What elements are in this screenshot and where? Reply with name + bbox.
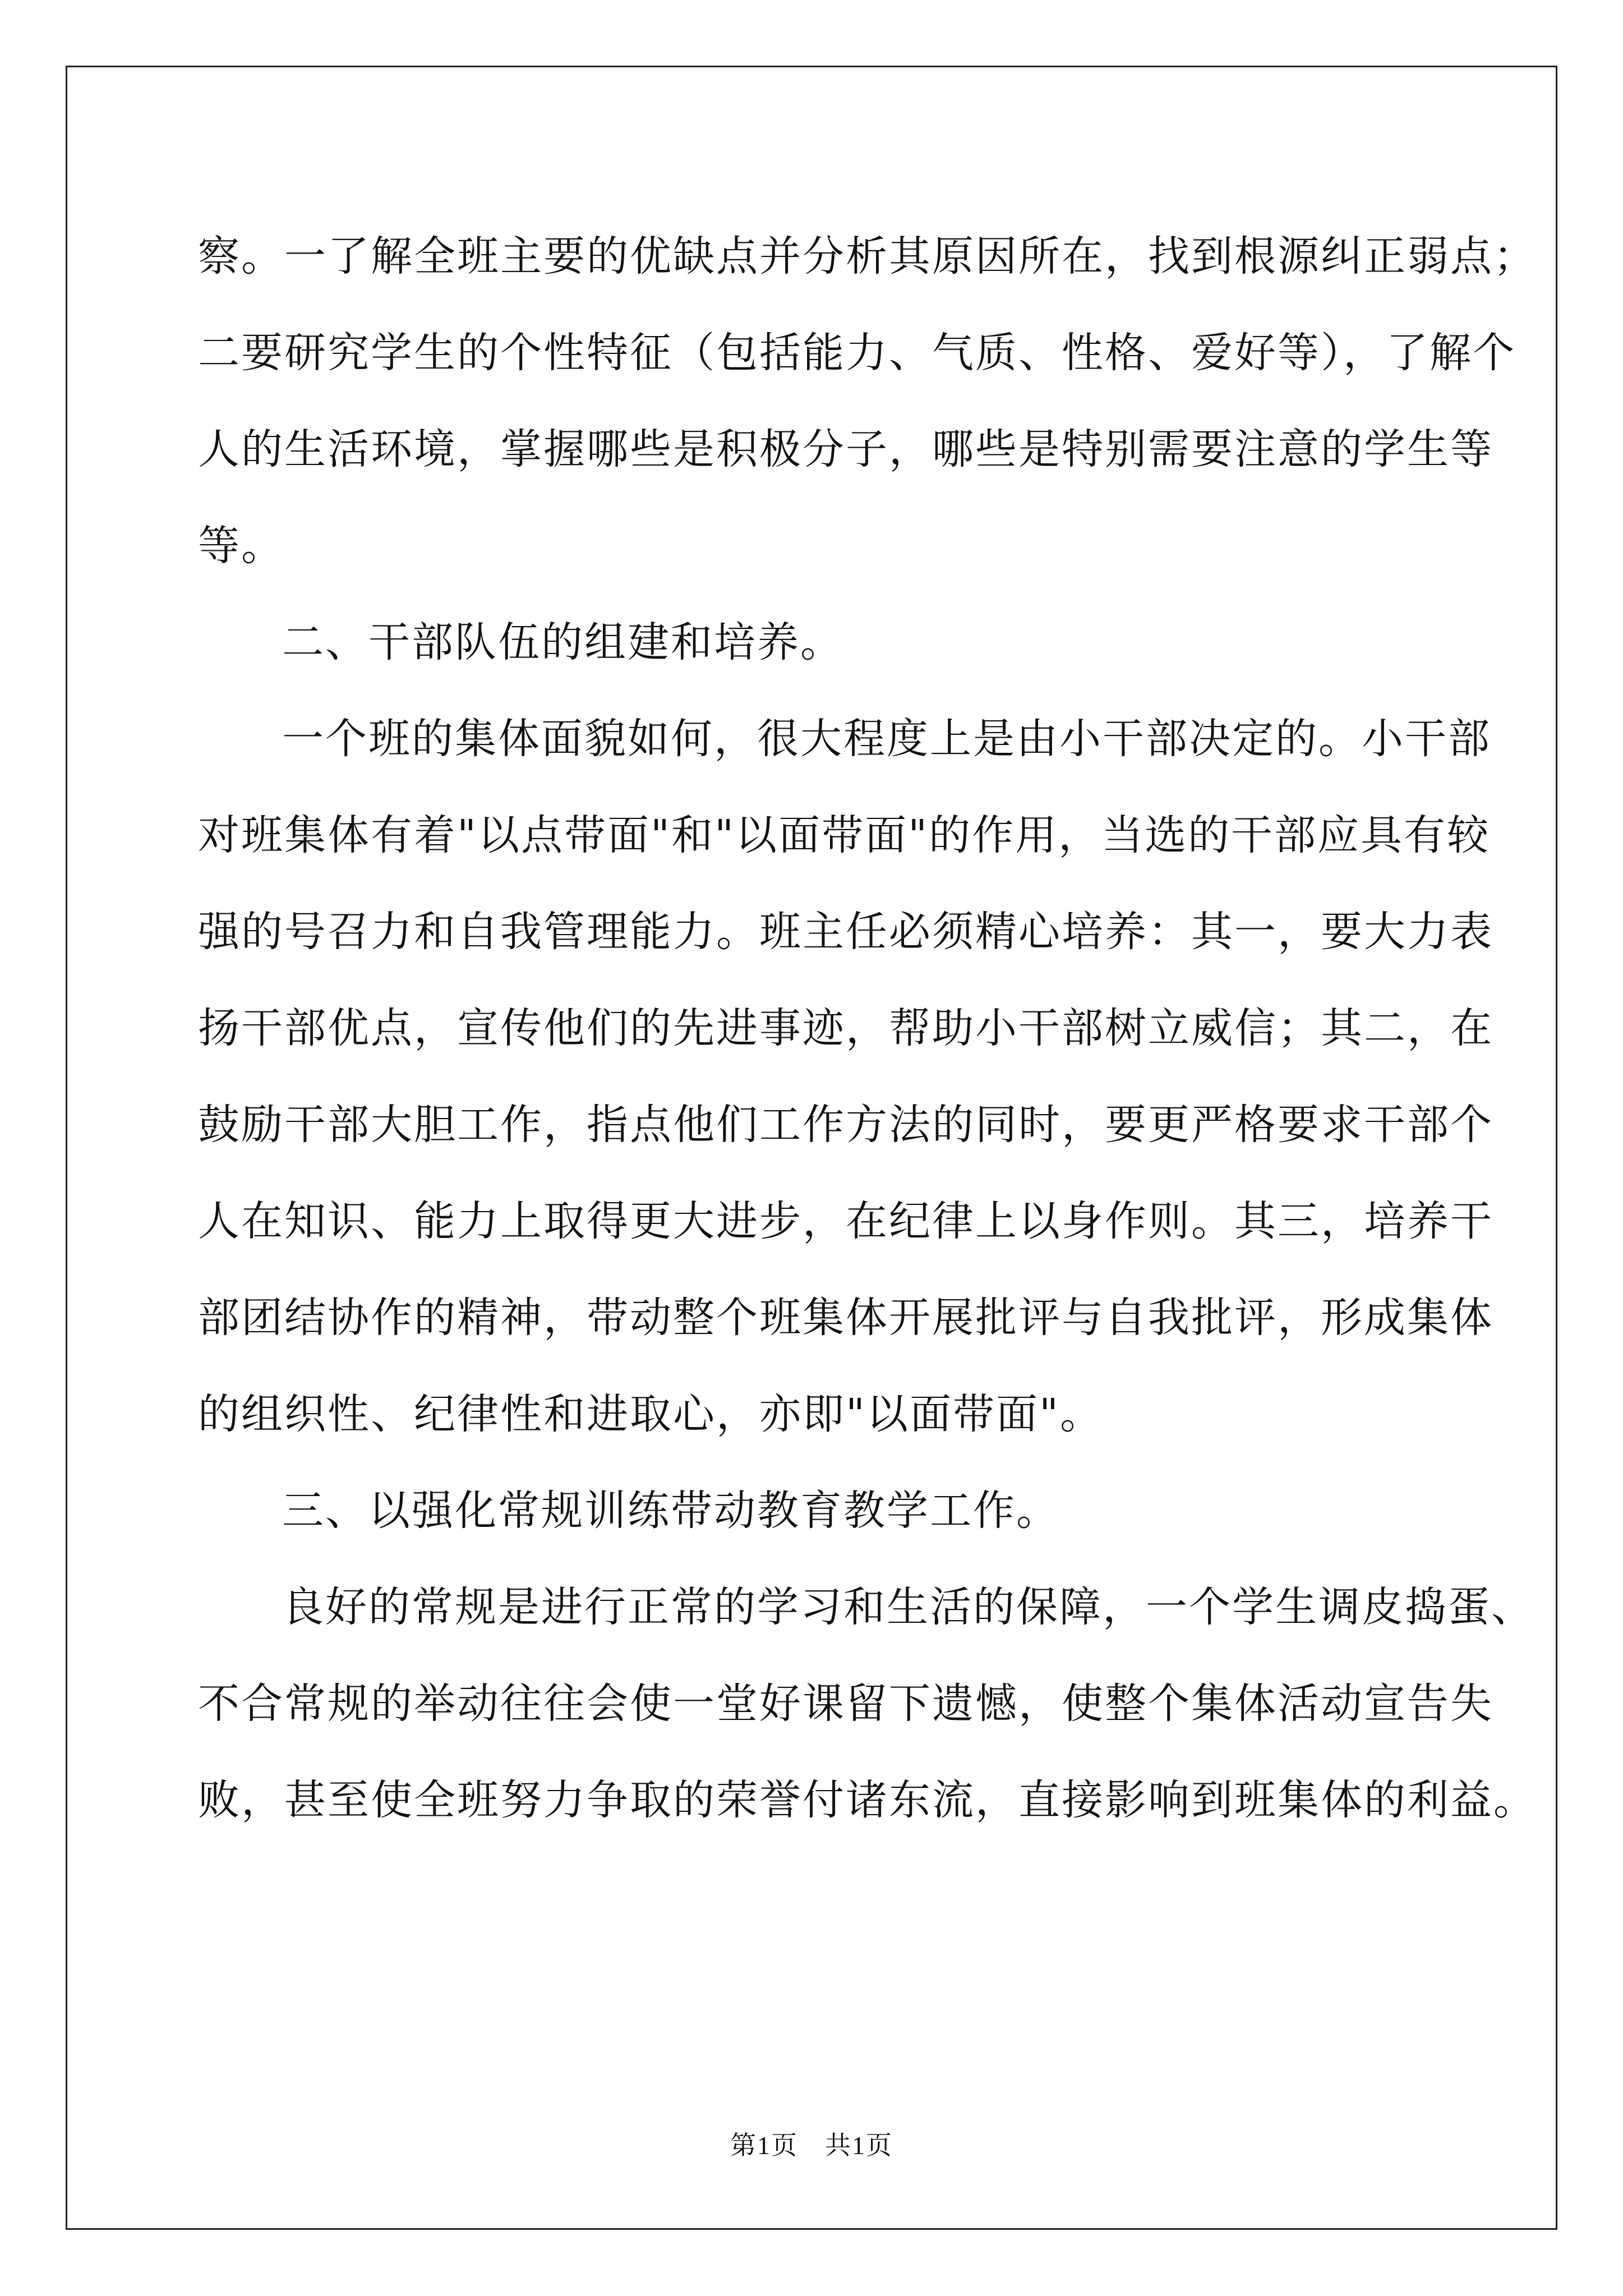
paragraph-line: 人的生活环境，掌握哪些是积极分子，哪些是特别需要注意的学生等	[198, 425, 1493, 473]
paragraph-line: 扬干部优点，宣传他们的先进事迹，帮助小干部树立威信；其二，在	[198, 1004, 1493, 1052]
paragraph-line: 二要研究学生的个性特征（包括能力、气质、性格、爱好等），了解个	[198, 329, 1516, 377]
page-footer: 第1页 共1页	[730, 2131, 893, 2160]
paragraph-line: 不合常规的举动往往会使一堂好课留下遗憾，使整个集体活动宣告失	[198, 1680, 1493, 1728]
section-heading: 三、以强化常规训练带动教育教学工作。	[282, 1487, 1059, 1535]
paragraph-line: 鼓励干部大胆工作，指点他们工作方法的同时，要更严格要求干部个	[198, 1101, 1493, 1149]
paragraph-line: 的组织性、纪律性和进取心，亦即"以面带面"。	[198, 1390, 1104, 1438]
paragraph-line: 人在知识、能力上取得更大进步，在纪律上以身作则。其三，培养干	[198, 1197, 1493, 1245]
paragraph-line: 部团结协作的精神，带动整个班集体开展批评与自我批评，形成集体	[198, 1294, 1493, 1342]
section-heading: 二、干部队伍的组建和培养。	[282, 618, 843, 666]
paragraph-line: 一个班的集体面貌如何，很大程度上是由小干部决定的。小干部	[282, 715, 1491, 763]
paragraph-line: 良好的常规是进行正常的学习和生活的保障，一个学生调皮捣蛋、	[282, 1583, 1534, 1631]
paragraph-line: 败，甚至使全班努力争取的荣誉付诸东流，直接影响到班集体的利益。	[198, 1776, 1537, 1824]
paragraph-line: 强的号召力和自我管理能力。班主任必须精心培养：其一，要大力表	[198, 908, 1493, 956]
paragraph-line: 对班集体有着"以点带面"和"以面带面"的作用，当选的干部应具有较	[198, 811, 1491, 859]
paragraph-line: 察。一了解全班主要的优缺点并分析其原因所在，找到根源纠正弱点；	[198, 232, 1537, 280]
paragraph-line: 等。	[198, 522, 284, 570]
